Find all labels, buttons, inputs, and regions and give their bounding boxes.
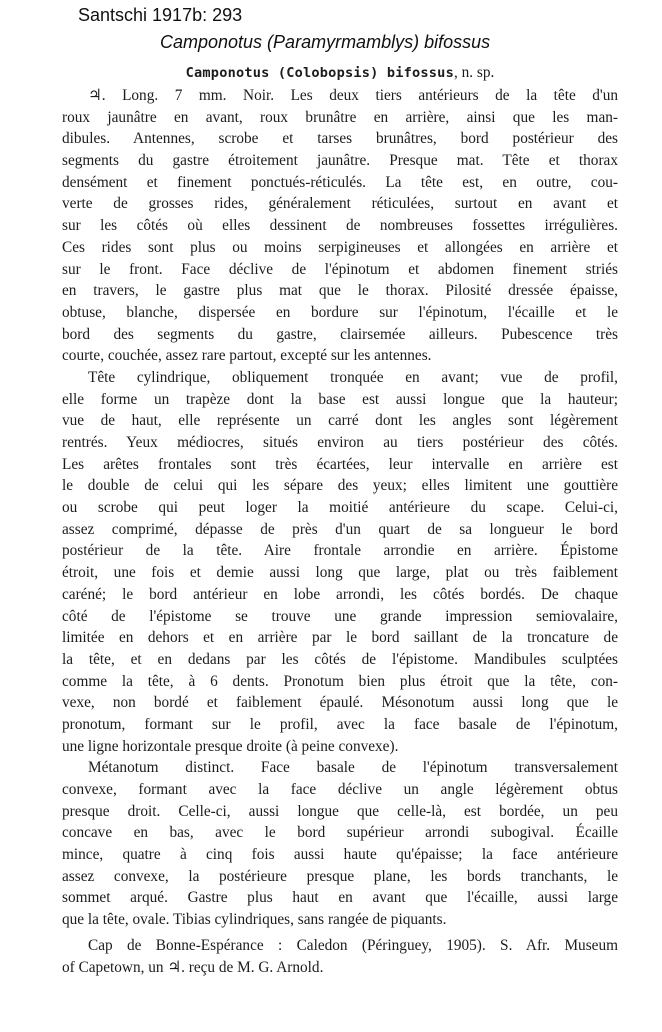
text-line: caréné; le bord antérieur en lobe arrondi, les côtés bordés. De chaque	[62, 585, 618, 603]
text-line: assez convexe, la postérieure presque plane, les bords tranchants, le	[62, 867, 618, 885]
text-line: mince, quatre à cinq fois aussi haute qu'épaisse; la face antérieure	[62, 846, 618, 864]
text-line: ou scrobe qui peut loger la moitié antérieure du scape. Celui-ci,	[62, 499, 618, 517]
text-line: concave en bas, avec le bord supérieur arrondi subogival. Écaille	[62, 824, 618, 842]
locality-paragraph	[62, 935, 618, 978]
text-line: bord des segments du gastre, clairsemée ailleurs. Pubescence très	[62, 325, 618, 343]
text-line: Ces rides sont plus ou moins serpigineuses et allongées en arrière et	[62, 238, 618, 256]
species-suffix: , n. sp.	[453, 64, 495, 81]
text-line: Les arêtes frontales sont très écartées, leur intervalle en arrière est	[62, 455, 618, 473]
text-line: rentrés. Yeux médiocres, situés environ au tiers postérieur des côtés.	[62, 434, 618, 451]
text-line: sur le front. Face déclive de l'épinotum et abdomen finement striés	[62, 260, 618, 278]
text-line: que la tête, ovale. Tibias cylindriques, sans rangée de piquants.	[62, 911, 447, 929]
text-line: vue de haut, elle représente un carré dont les angles sont légèrement	[62, 412, 618, 430]
species-name: Camponotus (Colobopsis) bifossus	[185, 65, 454, 81]
text-line: comme la tête, à 6 dents. Pronotum bien plus étroit que la tête, con-	[62, 672, 618, 690]
text-line: assez comprimé, dépasse de près d'un quart de sa longueur le bord	[62, 520, 618, 538]
text-line: pronotum, formant sur le profil, avec la face basale de l'épinotum,	[62, 715, 618, 733]
text-line: postérieur de la tête. Aire frontale arrondie en arrière. Épistome	[62, 542, 618, 560]
text-line: elle forme un trapèze dont la base est aussi longue que la hauteur;	[62, 390, 618, 408]
text-line: segments du gastre étroitement jaunâtre. Presque mat. Tête et thorax	[62, 152, 618, 170]
text-line: dibules. Antennes, scrobe et tarses brunâtres, bord postérieur des	[62, 130, 618, 148]
text-line: presque droit. Celle-ci, aussi longue que celle-là, est bordée, un peu	[62, 802, 618, 820]
text-line: côté de l'épistome se trouve une grande impression semiovalaire,	[62, 607, 618, 625]
text-line: la tête, et en dedans par les côtés de l'épistome. Mandibules sculptées	[62, 650, 618, 668]
taxon-label: Camponotus (Paramyrmamblys) bifossus	[160, 32, 491, 52]
text-line: étroit, une fois et demie aussi long que large, plat ou très faiblement	[62, 564, 618, 582]
species-heading	[62, 62, 618, 85]
text-line: le double de celui qui les sépare des yeux; elles limitent une gouttière	[62, 477, 618, 495]
text-line: une ligne horizontale presque droite (à peine convexe).	[62, 737, 399, 755]
text-line: sur les côtés où elles dessinent de nombreuses fossettes irrégulières.	[62, 217, 618, 235]
text-line: obtuse, blanche, dispersée en bordure sur l'épinotum, l'écaille et le	[62, 303, 618, 321]
description-paragraph-1	[62, 85, 618, 367]
text-line: convexe, formant avec la face déclive un angle légèrement obtus	[62, 781, 618, 798]
text-line: Cap de Bonne-Espérance : Caledon (Péringuey, 1905). S. Afr. Museum	[88, 936, 618, 954]
text-line: limitée en dehors et en arrière par le bord saillant de la troncature de	[62, 629, 618, 647]
text-line: en travers, le gastre plus mat que le thorax. Pilosité dressée épaisse,	[62, 282, 618, 300]
reference-label: Santschi 1917b: 293	[78, 5, 243, 25]
scanned-page	[62, 62, 618, 978]
text-line: courte, couchée, assez rare partout, excepté sur les antennes.	[62, 347, 432, 365]
text-line: roux jaunâtre en avant, roux brunâtre en arrière, ainsi que les man-	[62, 108, 618, 126]
text-line: densément et finement ponctués-réticulés. La tête est, en outre, cou-	[62, 173, 618, 191]
text-line: of Capetown, un ♃. reçu de M. G. Arnold.	[62, 958, 324, 976]
text-line: Métanotum distinct. Face basale de l'épinotum transversalement	[88, 759, 618, 777]
description-paragraph-3	[62, 757, 618, 931]
text-line: verte de grosses rides, généralement réticulées, surtout en avant et	[62, 195, 618, 213]
text-line: ♃. Long. 7 mm. Noir. Les deux tiers antérieurs de la tête d'un	[88, 87, 618, 104]
text-line: Tête cylindrique, obliquement tronquée en avant; vue de profil,	[88, 368, 618, 386]
text-line: vexe, non bordé et faiblement épaulé. Mésonotum aussi long que le	[62, 694, 618, 712]
text-line: sommet arqué. Gastre plus haut en avant que l'écaille, aussi large	[62, 889, 618, 907]
description-paragraph-2	[62, 367, 618, 757]
